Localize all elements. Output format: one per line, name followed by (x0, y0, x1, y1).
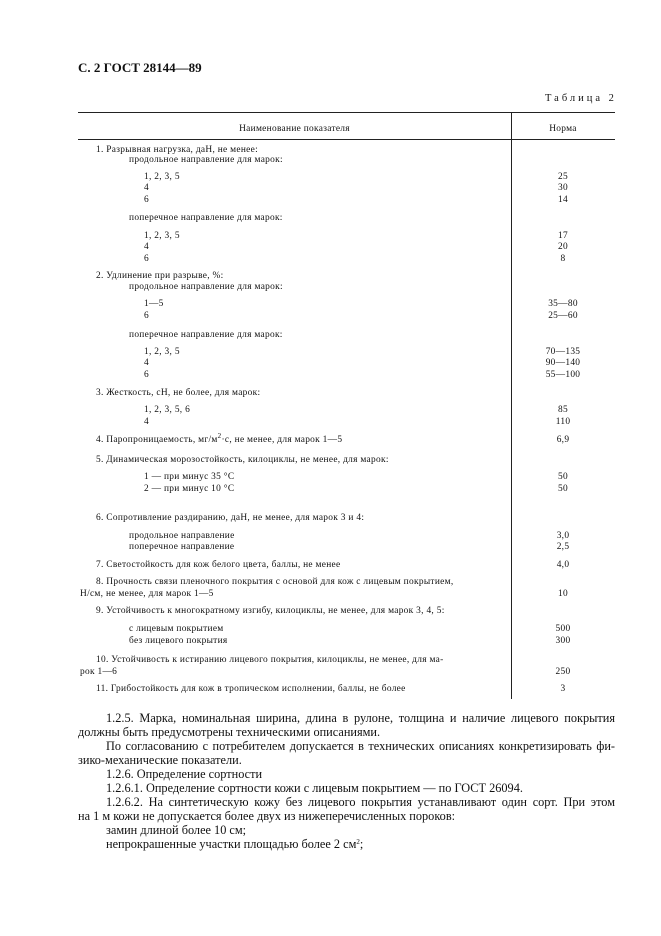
column-header-norm: Норма (549, 124, 577, 134)
table-row-label (144, 299, 164, 309)
paragraph-agreement: По согласованию с потребителем допускается в технических описаниях конкретизировать фи- (106, 739, 615, 753)
row-label-text: 10. Устойчивость к истиранию лицевого покрытия, килоциклы, не менее, для ма- (96, 655, 444, 665)
table-row-norm: 14 (558, 195, 568, 205)
table-row-label (80, 667, 117, 677)
table-row-label (144, 172, 180, 182)
row-label-text: продольное направление для марок: (129, 155, 283, 165)
defect-item-1: замин длиной более 10 см; (106, 823, 247, 837)
table-row-norm: 25—60 (548, 311, 578, 321)
table-row-norm: 8 (560, 254, 566, 264)
defect-item-2 (78, 837, 615, 851)
row-label-text: 1—5 (144, 299, 164, 309)
table-row-label (144, 370, 149, 380)
row-label-text: 1, 2, 3, 5 (144, 172, 180, 182)
table-row-label (144, 195, 149, 205)
row-label-text: поперечное направление для марок: (129, 330, 283, 340)
table-row-label (96, 388, 260, 398)
row-label-text: 5. Динамическая морозостойкость, килоциклы, не менее, для марок: (96, 455, 389, 465)
table-row-norm: 35—80 (548, 299, 578, 309)
table-row-norm: 3 (560, 684, 566, 694)
row-label-text-cont: ·с, не менее, для марок 1—5 (221, 435, 343, 445)
row-label-text: продольное направление для марок: (129, 282, 283, 292)
table-row-norm: 50 (558, 484, 568, 494)
table-row-norm: 3,0 (556, 531, 570, 541)
row-label-text: продольное направление (129, 531, 235, 541)
table-row-label (96, 455, 389, 465)
row-label-text: 8. Прочность связи пленочного покрытия с основой для кож с лицевым покрытием, (96, 577, 454, 587)
table-row-label (129, 213, 283, 223)
table-row-label (129, 542, 234, 552)
table-row-norm: 110 (555, 417, 571, 427)
table-row-norm: 55—100 (545, 370, 581, 380)
table-row-label (129, 636, 228, 646)
table-row-label (129, 624, 224, 634)
paragraph-1-2-6: 1.2.6. Определение сортности (106, 767, 263, 781)
table-row-label (129, 282, 283, 292)
table-row-label (96, 560, 340, 570)
row-label-text: 2 — при минус 10 °С (144, 484, 235, 494)
row-label-text: 9. Устойчивость к многократному изгибу, килоциклы, не менее, для марок 3, 4, 5: (96, 606, 445, 616)
row-label-text: 1 — при минус 35 °С (144, 472, 235, 482)
row-label-text: 3. Жесткость, сН, не более, для марок: (96, 388, 261, 398)
table-row-norm: 50 (558, 472, 568, 482)
defect-item-2-end: ; (359, 837, 364, 851)
table-row-label (96, 271, 224, 281)
table-row-label (96, 655, 444, 665)
table-row-label (144, 231, 180, 241)
table-row-label (80, 589, 214, 599)
paragraph-1-2-6-1: 1.2.6.1. Определение сортности кожи с лицевым покрытием — по ГОСТ 26094. (106, 781, 523, 795)
row-label-text: 4 (144, 242, 149, 252)
table-row-norm: 300 (555, 636, 571, 646)
table-row-norm: 10 (558, 589, 568, 599)
table-row-norm: 250 (555, 667, 571, 677)
table-row-label (129, 531, 235, 541)
table-row-label (96, 577, 453, 587)
row-label-text: 6 (144, 254, 149, 264)
table-row-label (144, 183, 149, 193)
table-row-label (96, 432, 343, 445)
row-label-text: 4 (144, 183, 149, 193)
row-label-text: 4 (144, 358, 149, 368)
row-label-text: 4. Паропроницаемость, мг/м (96, 435, 218, 445)
table-row-norm: 2,5 (556, 542, 570, 552)
row-label-text: 11. Грибостойкость для кож в тропическом исполнении, баллы, не более (96, 684, 406, 694)
indicators-table (78, 112, 615, 699)
row-label-text: 4 (144, 417, 149, 427)
row-label-text: 6 (144, 195, 149, 205)
table-row-norm: 17 (558, 231, 568, 241)
row-label-text: с лицевым покрытием (129, 624, 224, 634)
defect-item-2-sup: 2 (356, 838, 360, 846)
table-row-label (144, 311, 149, 321)
paragraph-1-2-6-2: 1.2.6.2. На синтетическую кожу без лицевого покрытия устанавливают один сорт. При этом (106, 795, 615, 809)
row-label-text: 1, 2, 3, 5 (144, 347, 180, 357)
defect-item-2-text: непрокрашенные участки площадью более 2 см (106, 837, 357, 851)
row-label-text: 6 (144, 370, 149, 380)
table-row-label (96, 684, 406, 694)
table-label: Таблица 2 (545, 93, 617, 104)
row-label-text: Н/см, не менее, для марок 1—5 (80, 589, 214, 599)
row-label-text: 1. Разрывная нагрузка, даН, не менее: (96, 145, 258, 155)
table-row-label (129, 155, 283, 165)
row-label-text: поперечное направление (129, 542, 235, 552)
table-row-label (96, 513, 364, 523)
table-row-norm: 90—140 (545, 358, 581, 368)
table-row-norm: 4,0 (556, 560, 570, 570)
paragraph-agreement-cont: зико-механические показатели. (78, 753, 242, 767)
row-label-text: без лицевого покрытия (129, 636, 228, 646)
row-label-text: 2. Удлинение при разрыве, %: (96, 271, 224, 281)
table-row-label (144, 417, 149, 427)
paragraph-1-2-6-2-cont: на 1 м кожи не допускается более двух из нижеперечисленных пороков: (78, 809, 456, 823)
row-label-text: 6. Сопротивление раздиранию, даН, не менее, для марок 3 и 4: (96, 513, 365, 523)
table-row-norm: 30 (558, 183, 568, 193)
table-row-label (144, 405, 190, 415)
table-row-norm: 6,9 (556, 435, 570, 445)
table-row-label (96, 606, 445, 616)
table-row-label (144, 358, 149, 368)
row-label-text: поперечное направление для марок: (129, 213, 283, 223)
column-header-name: Наименование показателя (239, 124, 350, 134)
table-row-label (144, 472, 234, 482)
table-top-rule (78, 112, 615, 113)
table-header-rule (78, 139, 615, 140)
table-row-norm: 70—135 (545, 347, 581, 357)
page-header: С. 2 ГОСТ 28144—89 (78, 60, 202, 75)
table-row-label (129, 330, 283, 340)
paragraph-1-2-5: 1.2.5. Марка, номинальная ширина, длина в рулоне, толщина и наличие лицевого покрытия (106, 711, 615, 725)
row-label-text: 1, 2, 3, 5 (144, 231, 180, 241)
table-row-norm: 85 (558, 405, 568, 415)
table-row-label (144, 254, 149, 264)
table-row-label (96, 145, 258, 155)
row-label-text: 6 (144, 311, 149, 321)
table-row-norm: 25 (558, 172, 568, 182)
table-row-norm: 500 (555, 624, 571, 634)
table-row-label (144, 347, 180, 357)
table-row-label (144, 242, 149, 252)
body-text (78, 711, 615, 851)
row-label-sup: 2 (217, 432, 222, 440)
row-label-text: 7. Светостойкость для кож белого цвета, баллы, не менее (96, 560, 341, 570)
row-label-text: 1, 2, 3, 5, 6 (144, 405, 191, 415)
table-row-label (144, 484, 234, 494)
paragraph-1-2-5-cont: должны быть предусмотрены техническими описаниями. (78, 725, 381, 739)
table-row-norm: 20 (558, 242, 568, 252)
row-label-text: рок 1—6 (80, 667, 118, 677)
